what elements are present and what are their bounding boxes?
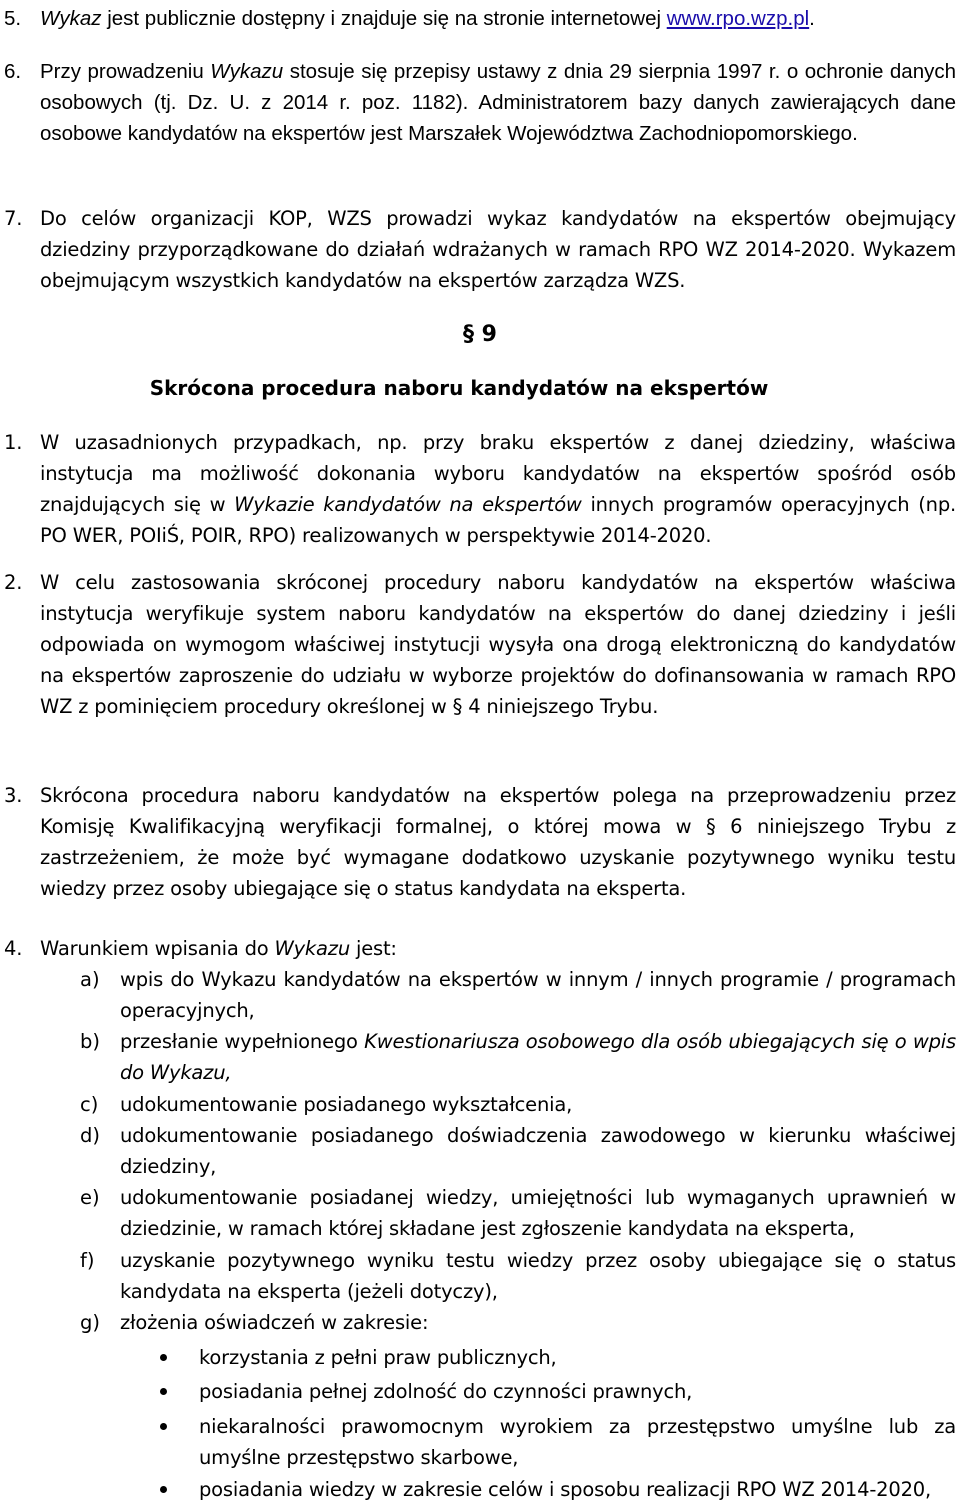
section-number: § 9 — [463, 322, 497, 347]
text-span: przesłanie wypełnionego — [120, 1030, 365, 1053]
bullet-text: korzystania z pełni praw publicznych, — [199, 1346, 557, 1369]
bullet-text: posiadania pełnej zdolność do czynności prawnych, — [199, 1380, 693, 1403]
sub-item-letter: a) — [80, 968, 100, 991]
bullet-text: posiadania wiedzy w zakresie celów i sposobu realizacji RPO WZ 2014-2020, — [199, 1478, 931, 1501]
text-span: Warunkiem wpisania do — [40, 937, 275, 960]
sub-item-letter: c) — [80, 1093, 99, 1116]
sub-item-letter: f) — [80, 1249, 95, 1272]
italic-term: Wykazu — [274, 937, 350, 960]
italic-term: Wykazie kandydatów na ekspertów — [234, 493, 582, 516]
website-link[interactable]: www.rpo.wzp.pl — [666, 7, 810, 30]
sub-item-letter: b) — [80, 1030, 100, 1053]
bullet-icon — [160, 1388, 167, 1395]
italic-term: Wykazu — [210, 60, 284, 83]
italic-term: Wykaz — [40, 7, 102, 30]
item-text: Skrócona procedura naboru kandydatów na ekspertów polega na przeprowadzeniu przez Komisję Kwalifikacyjną weryfikacji formalnej, o której mowa w § 6 niniejszego Trybu z zastrzeżeniem, że może być wymagane dodatkowo uzyskanie pozytywnego wyniku testu wiedzy przez osoby ubiegające się o status kandydata na eksperta. — [40, 784, 956, 900]
text-span: . — [809, 7, 815, 30]
item-text: W celu zastosowania skróconej procedury naboru kandydatów na ekspertów właściwa instytucja weryfikuje system naboru kandydatów na ekspertów do danej dziedziny i jeśli odpowiada on wymogom właściwej instytucji wysyła ona drogą elektroniczną do kandydatów na ekspertów zaproszenie do udziału w wyborze projektów do dofinansowania w ramach RPO WZ z pominięciem procedury określonej w § 4 niniejszego Trybu. — [40, 571, 956, 718]
text-span: jest publicznie dostępny i znajduje się na stronie internetowej — [101, 7, 667, 30]
item-number: 2. — [4, 571, 23, 594]
bullet-icon — [160, 1486, 167, 1493]
italic-term: Kwestionariusza osobowego dla osób ubiegających się o wpis do Wykazu, — [120, 1030, 956, 1084]
sub-item-text: udokumentowanie posiadanego doświadczenia zawodowego w kierunku właściwej dziedziny, — [120, 1124, 956, 1178]
item-number: 6. — [4, 60, 22, 83]
sub-item-text: udokumentowanie posiadanej wiedzy, umiejętności lub wymaganych uprawnień w dziedzinie, w ramach której składane jest zgłoszenie kandydata na eksperta, — [120, 1186, 956, 1240]
bullet-icon — [160, 1423, 167, 1430]
item-text — [40, 56, 956, 149]
item-text — [40, 933, 956, 964]
item-text — [40, 3, 956, 34]
item-number: 1. — [4, 431, 23, 454]
text-span: Przy prowadzeniu — [40, 60, 211, 83]
item-number: 7. — [4, 207, 23, 230]
item-number: 4. — [4, 937, 23, 960]
sub-item-text: udokumentowanie posiadanego wykształcenia, — [120, 1093, 573, 1116]
sub-item-letter: g) — [80, 1311, 100, 1334]
sub-item-text: złożenia oświadczeń w zakresie: — [120, 1311, 429, 1334]
bullet-icon — [160, 1354, 167, 1361]
text-span: stosuje się przepisy ustawy z dnia 29 sierpnia 1997 r. o ochronie danych osobowych (tj. Dz. U. z 2014 r. poz. 1182). Administratorem bazy danych zawierających dane osobowe kandydatów na ekspertów jest Marszałek Województwa Zachodniopomorskiego. — [40, 60, 957, 145]
sub-item-letter: d) — [80, 1124, 100, 1147]
text-span: innych programów operacyjnych (np. PO WER, POIiŚ, POIR, RPO) realizowanych w perspektywie 2014-2020. — [40, 493, 956, 547]
bullet-text: niekaralności prawomocnym wyrokiem za przestępstwo umyślne lub za umyślne przestępstwo skarbowe, — [199, 1415, 956, 1469]
sub-item-letter: e) — [80, 1186, 100, 1209]
item-text — [40, 427, 956, 551]
text-span: W uzasadnionych przypadkach, np. przy braku ekspertów z danej dziedziny, właściwa instytucja ma możliwość dokonania wyboru kandydatów na ekspertów spośród osób znajdujących się w — [40, 431, 956, 516]
item-number: 5. — [4, 7, 22, 30]
item-text: Do celów organizacji KOP, WZS prowadzi wykaz kandydatów na ekspertów obejmujący dziedziny przyporządkowane do działań wdrażanych w ramach RPO WZ 2014-2020. Wykazem obejmującym wszystkich kandydatów na ekspertów zarządza WZS. — [40, 207, 956, 292]
text-span: jest: — [349, 937, 397, 960]
item-number: 3. — [4, 784, 23, 807]
sub-item-text — [120, 1026, 956, 1088]
section-title: Skrócona procedura naboru kandydatów na ekspertów — [149, 376, 769, 400]
sub-item-text: wpis do Wykazu kandydatów na ekspertów w innym / innych programie / programach operacyjnych, — [120, 968, 956, 1022]
sub-item-text: uzyskanie pozytywnego wyniku testu wiedzy przez osoby ubiegające się o status kandydata na eksperta (jeżeli dotyczy), — [120, 1249, 956, 1303]
